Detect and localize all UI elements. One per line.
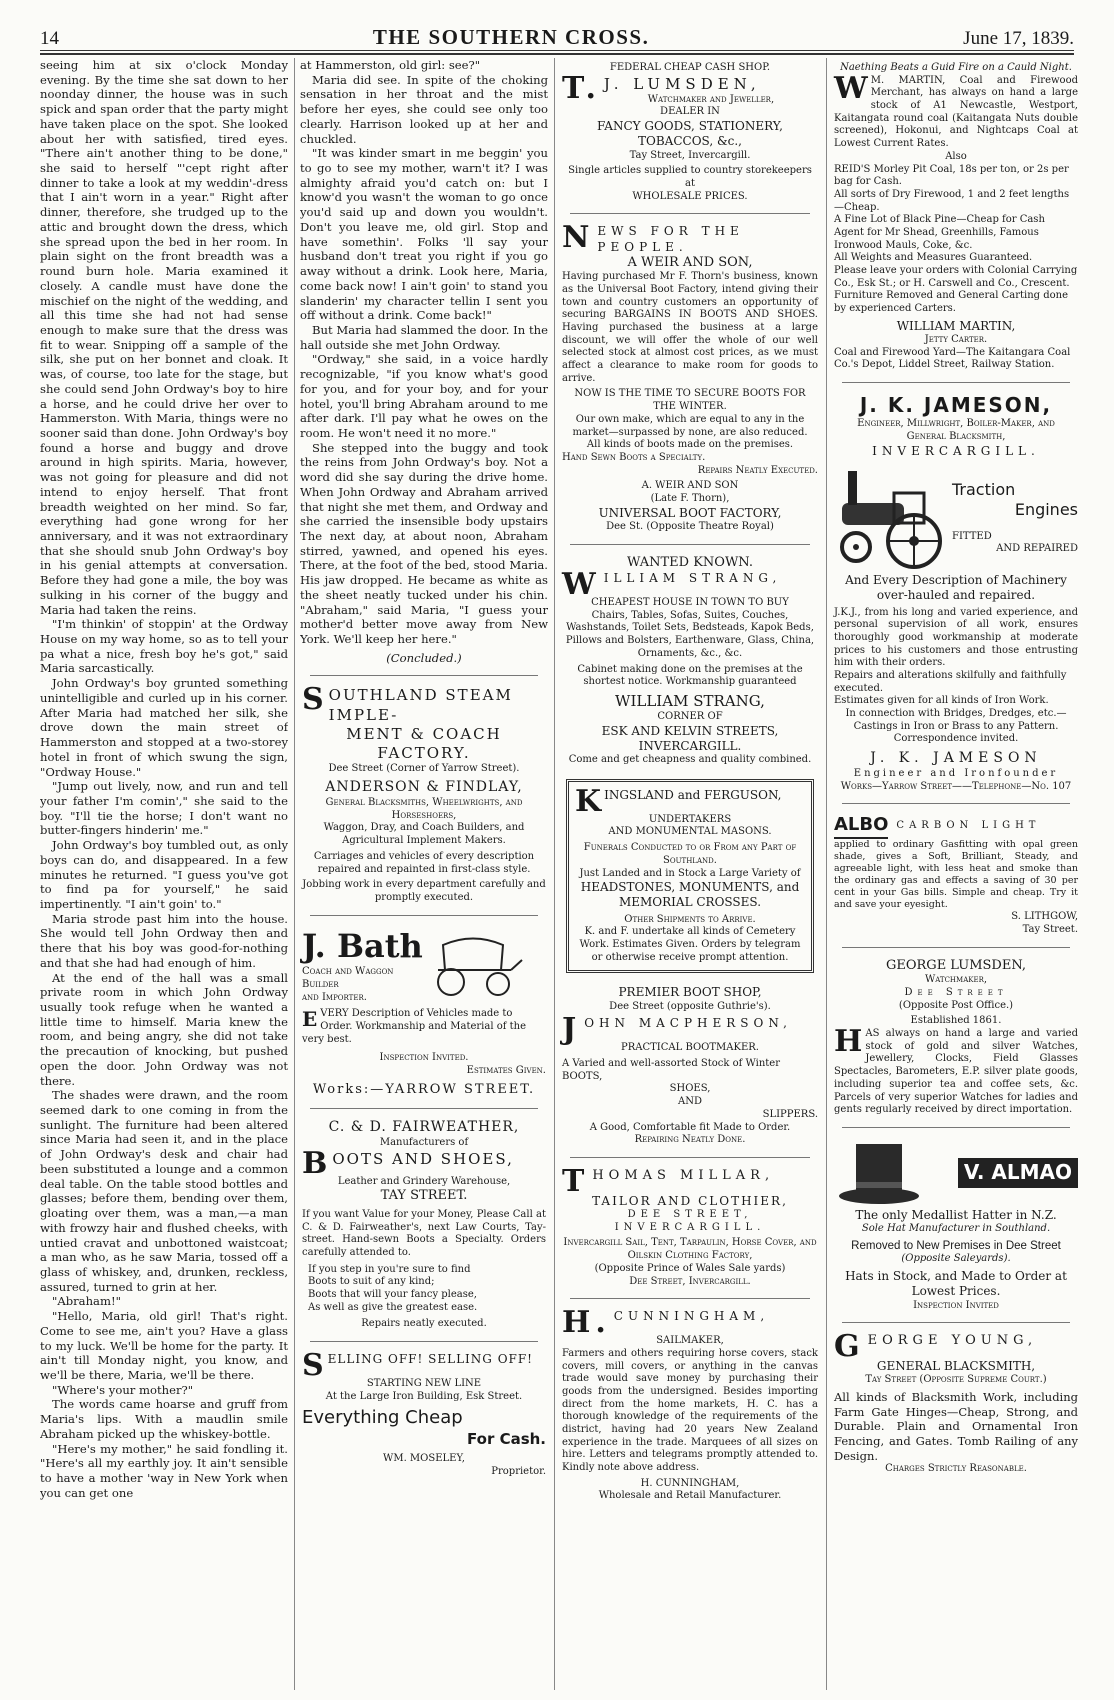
ad-text: SAILMAKER, <box>656 1335 724 1347</box>
ad-text: DEALER IN <box>660 106 720 118</box>
ad-text: SHOES, <box>669 1083 711 1095</box>
masthead-rule <box>40 50 1074 51</box>
ad-name: CUNNINGHAM, <box>613 1309 770 1324</box>
ad-heading: WANTED KNOWN. <box>627 554 753 570</box>
story-paragraph: "Where's your mother?" <box>52 1382 194 1397</box>
drop-cap-h: H <box>834 1024 863 1060</box>
ad-text: PRACTICAL BOOTMAKER. <box>621 1042 759 1054</box>
divider <box>842 382 1070 383</box>
ad-text: Leather and Grindery Warehouse, <box>337 1175 511 1187</box>
ad-text: Other Shipments to Arrive. <box>624 913 756 925</box>
divider <box>310 675 538 676</box>
ad-text: Cabinet making done on the premises at the shortest notice. Workmanship guaranteed <box>577 663 803 688</box>
ad-heading: OOTS AND SHOES, <box>332 1149 514 1168</box>
ad-heading: Engines <box>1014 500 1078 520</box>
ad-text: Please leave your orders with Colonial Carrying Co., Esk St.; or H. Carswell and Co., Crescent. <box>834 265 1078 289</box>
ad-name: J. K. JAMESON, <box>859 393 1053 418</box>
ad-name: WILLIAM STRANG, <box>615 691 765 710</box>
ad-text: HEADSTONES, MONUMENTS, and MEMORIAL CROSSES. <box>580 880 800 910</box>
ad-text: GENERAL BLACKSMITH, <box>876 1359 1036 1374</box>
ad-text: Repairs and alterations skilfully and faithfully executed. <box>834 669 1067 694</box>
masthead-rule-thick <box>40 53 1074 55</box>
ad-lumsden <box>560 58 820 207</box>
ad-text: Tay Street. <box>1022 924 1078 936</box>
ad-martin <box>832 58 1080 376</box>
ad-text: and Importer. <box>302 991 367 1003</box>
ad-text: All Weights and Measures Guaranteed. <box>834 252 1033 264</box>
ad-george-young <box>832 1329 1080 1480</box>
ad-text: Our own make, which are equal to any in the market—surpassed by none, are also reduced. <box>572 413 808 438</box>
story-paragraph: "Ordway," she said, in a voice hardly recognizable, "if you know what's good for you, and for your boy, and for your hotel, you'll bring Abraham around to me after dark. I'll pay what he owes on the room. He won't need it no more." <box>300 352 548 440</box>
ad-text: Sole Hat Manufacturer in Southland. <box>861 1223 1051 1235</box>
ad-text: Coach and Waggon <box>302 966 394 978</box>
ad-text: Works:—YARROW STREET. <box>312 1081 536 1097</box>
ad-text: STARTING NEW LINE <box>366 1378 482 1390</box>
ad-text: Jetty Carter. <box>924 333 988 345</box>
ad-name: HOMAS MILLAR, <box>592 1167 775 1183</box>
ad-text: Estimates given for all kinds of Iron Work. <box>834 695 1049 707</box>
ad-text: FITTED <box>952 530 992 542</box>
ad-text: applied to ordinary Gasfitting with opal green shade, gives a Soft, Brilliant, Steady, and agreeable light, with less heat and smoke than the ordinary gas and effects a saving of 30 per cent in your Gas bills. Simple and cheap. Try it and save your eyesight. <box>834 839 1078 911</box>
ad-text: Repairs neatly executed. <box>361 1318 487 1330</box>
ad-text: Builder <box>302 978 339 990</box>
ad-name: V. ALMAO <box>958 1158 1078 1187</box>
ad-heading: For Cash. <box>467 1430 546 1449</box>
ad-name: J. LUMSDEN, <box>603 74 761 93</box>
ad-text: A Good, Comfortable fit Made to Order. <box>589 1121 791 1133</box>
ad-text: (Late F. Thorn), <box>650 492 730 504</box>
ad-name: ILLIAM STRANG, <box>603 571 782 586</box>
ad-weir <box>560 220 820 537</box>
ad-heading: MENT & COACH FACTORY. <box>346 724 502 762</box>
divider <box>570 213 810 214</box>
ad-text: (Opposite Post Office.) <box>898 999 1014 1011</box>
issue-date: June 17, 1839. <box>963 28 1074 49</box>
ad-text: INVERCARGILL. <box>614 1221 766 1233</box>
ad-macpherson <box>560 981 820 1150</box>
ad-text: At the Large Iron Building, Esk Street. <box>325 1390 523 1402</box>
drop-cap-k: K <box>575 783 602 819</box>
ad-text: Proprietor. <box>491 1466 546 1478</box>
ad-text: Works—Yarrow Street——Telephone—No. 107 <box>840 780 1072 792</box>
ad-text: REID'S Morley Pit Coal, 18s per ton, or 2s per bag for Cash. <box>834 163 1069 188</box>
drop-cap-s: S <box>302 682 326 718</box>
ad-text: Watchmaker and Jeweller, <box>647 93 775 105</box>
ad-name: J. K. JAMESON <box>870 750 1042 767</box>
story-paragraph: "It was kinder smart in me beggin' you to go to see my mother, warn't it? I was almighty afraid you'd catch on: but I know'd you wasn't the woman to go once you'd said up and down you wouldn't. Don't you leave me, old girl. Stop and have somethin'. Folks 'll say your husband don't treat you right if you go away without a drink. Look here, Maria, come back now! I ain't goin' to stand you slanderin' my character tellin I sent you off without a drink. Come back!" <box>300 146 548 323</box>
ad-text: CORNER OF <box>657 710 723 722</box>
ad-text: INVERCARGILL. <box>872 443 1040 458</box>
ad-name: ALBO <box>834 814 888 839</box>
ad-text: Chairs, Tables, Sofas, Suites, Couches, Washstands, Toilet Sets, Bedsteads, Kapok Beds, Pillows and Bolsters, Earthenware, Glass, China, Ornaments, &c., &c. <box>565 609 815 659</box>
ad-text: S. LITHGOW, <box>1011 911 1078 923</box>
ad-text: TAILOR AND CLOTHIER, <box>592 1193 788 1208</box>
story-paragraph: John Ordway's boy tumbled out, as only boys can do, and disappeared. In a few minutes he returned. "I guess you've got to find pa for yourself," he said impertinently. "I ain't goin' to." <box>40 838 288 911</box>
drop-cap-w: W <box>834 70 868 106</box>
ad-text: VERY Description of Vehicles made to Order. Workmanship and Material of the very best. <box>302 1008 526 1045</box>
ad-text: Waggon, Dray, and Coach Builders, and Agricultural Implement Makers. <box>323 822 525 847</box>
ad-text: Inspection Invited. <box>379 1052 469 1064</box>
ad-text: Hats in Stock, and Made to Order at Lowest Prices. <box>845 1269 1067 1299</box>
drop-cap-j: J <box>562 1012 582 1048</box>
ad-text: Established 1861. <box>910 1015 1002 1027</box>
ad-trades: General Blacksmiths, Wheelwrights, and Horseshoers, <box>325 797 523 821</box>
ad-text: Inspection Invited <box>913 1299 999 1311</box>
ad-bath <box>300 922 548 1103</box>
ad-text: Engineer, Millwright, Boiler-Maker, and <box>857 418 1055 430</box>
drop-cap-t: T <box>562 1163 590 1199</box>
masthead <box>40 20 1074 50</box>
ad-text: AND <box>678 1096 702 1108</box>
engine-block <box>834 463 1078 573</box>
ad-text: WHOLESALE PRICES. <box>632 190 748 202</box>
ad-heading: FEDERAL CHEAP CASH SHOP. <box>609 62 771 73</box>
ad-moseley <box>300 1348 548 1483</box>
ad-text: Dee Street (opposite Guthrie's). <box>609 1000 771 1012</box>
drop-cap-w: W <box>562 567 601 603</box>
ad-heading: EWS FOR THE PEOPLE. <box>597 224 744 254</box>
story-paragraph: But Maria had slammed the door. In the hall outside she met John Ordway. <box>300 322 548 352</box>
ad-southland-factory <box>300 682 548 908</box>
ad-motto: Naething Beats a Guid Fire on a Cauld Night. <box>840 62 1072 73</box>
ad-text: In connection with Bridges, Dredges, etc.—Castings in Iron or Brass to any Pattern. <box>845 708 1067 732</box>
ad-text: Repairing Neatly Done. <box>634 1134 746 1146</box>
ad-text: UNDERTAKERS <box>648 813 732 825</box>
divider <box>570 544 810 545</box>
ad-text: K. and F. undertake all kinds of Cemetery Work. Estimates Given. Orders by telegram or otherwise receive prompt attention. <box>579 926 801 963</box>
story-paragraph: "Jump out lively, now, and run and tell your father I'm comin'," she said to the boy. "I'll tie the horse; I don't want no butter-fingers hinderin' me." <box>40 779 288 838</box>
ad-text: CHEAPEST HOUSE IN TOWN TO BUY <box>591 597 789 609</box>
ad-text: Also <box>945 150 967 162</box>
ad-name: J. Bath <box>302 926 423 965</box>
ad-text: General Blacksmith, <box>906 431 1006 443</box>
drop-cap-t: T. <box>562 70 601 106</box>
ad-text: (Opposite Prince of Wales Sale yards) <box>594 1262 786 1274</box>
ad-text: Manufacturers of <box>379 1137 469 1148</box>
ad-heading: Everything Cheap <box>302 1407 463 1429</box>
ad-text: SLIPPERS. <box>762 1108 818 1120</box>
ad-albo <box>832 810 1080 941</box>
divider <box>310 1108 538 1109</box>
ad-text: A Varied and well-assorted Stock of Winter BOOTS, <box>562 1058 781 1082</box>
drop-cap-n: N <box>562 220 595 256</box>
ad-heading: ELLING OFF! SELLING OFF! <box>327 1352 534 1367</box>
ad-text: Jobbing work in every department carefully and promptly executed. <box>302 879 546 903</box>
drop-cap-s: S <box>302 1348 325 1384</box>
ad-text: Dee Street, Invercargill. <box>629 1275 751 1287</box>
ad-name: C. & D. FAIRWEATHER, <box>328 1119 520 1136</box>
ad-text: Come and get cheapness and quality combined. <box>568 754 812 766</box>
ad-text: J.K.J., from his long and varied experience, and personal supervision of all work, ensures thoroughly good workmanship at moderate prices to his customers and those entrusting him with their orders. <box>834 606 1078 669</box>
ad-name: INGSLAND and FERGUSON, <box>604 787 782 802</box>
ad-text: H. CUNNINGHAM, <box>640 1477 740 1489</box>
ad-name: EORGE YOUNG, <box>867 1333 1038 1349</box>
divider <box>842 803 1070 804</box>
ad-heading: Traction <box>952 480 1016 500</box>
divider <box>570 1157 810 1158</box>
ad-text: All kinds of boots made on the premises. <box>586 439 794 451</box>
top-hat-illustration <box>834 1138 924 1208</box>
divider <box>310 1341 538 1342</box>
drop-cap-e: E <box>302 1007 318 1032</box>
ad-text: CARBON LIGHT <box>896 820 1041 832</box>
story-paragraph: John Ordway's boy grunted something unintelligible and curled up in his corner. After Maria had matched her silk, she drove down the main street of Hammerston and stopped at a two-storey hotel in front of which swung the sign, "Ordway House." <box>40 676 288 779</box>
ad-text: AS always on hand a large and varied stock of gold and silver Watches, Jewellery, Clocks, Field Glasses Spectacles, Barometers, E.P. silver plate goods, including superior tea and coffee sets, &c. Parcels of very superior Watches for ladies and gents regularly received by direct importation. <box>834 1028 1078 1116</box>
ad-text: (Opposite Saleyards). <box>901 1253 1011 1265</box>
drop-cap-b: B <box>302 1145 330 1181</box>
story-paragraph: At the end of the hall was a small private room in which John Ordway usually took refuge when he wanted a little time to himself. Maria knew the room, and being angry, she did not take the precaution of knocking, but pushed open the door. John Ordway was not there. <box>40 970 288 1088</box>
ad-text: Having purchased Mr F. Thorn's business, known as the Universal Boot Factory, intend giving their town and country customers an opportunity of securing BARGAINS IN BOOTS AND SHOES. Having purchased the business at a large discount, we will offer the whole of our well selected stock at almost cost prices, as we must affect a clearance to make room for goods to arrive. <box>562 271 818 384</box>
ad-text: Invercargill Sail, Tent, Tarpaulin, Horse Cover, and Oilskin Clothing Factory, <box>563 1237 817 1262</box>
divider <box>842 947 1070 948</box>
ad-text: Estimates Given. <box>466 1065 546 1077</box>
ad-text: Dee Street <box>904 987 1008 999</box>
ad-text: Charges Strictly Reasonable. <box>885 1463 1027 1475</box>
ad-text: A Fine Lot of Black Pine—Cheap for Cash Agent for Mr Shead, Greenhills, Famous Ironwood Mauls, Coke, &c. <box>834 214 1045 251</box>
ad-jameson <box>832 389 1080 797</box>
ad-text: WM. MOSELEY, <box>383 1453 465 1465</box>
column-divider <box>826 58 827 1690</box>
story-paragraph: at Hammerston, old girl: see?" <box>300 58 481 72</box>
story-paragraph: The words came hoarse and gruff from Maria's lips. With a maudlin smile Abraham picked up the whiskey-bottle. <box>40 1397 288 1441</box>
ad-george-lumsden <box>832 954 1080 1121</box>
story-column-1 <box>40 58 288 1690</box>
ad-text: And Every Description of Machinery over-hauled and repaired. <box>845 573 1067 603</box>
ad-address: Dee Street (Corner of Yarrow Street). <box>328 762 520 774</box>
newspaper-title: THE SOUTHERN CROSS. <box>372 25 650 49</box>
ad-text: Furniture Removed and General Carting done by experienced Carters. <box>834 290 1069 315</box>
ad-name: GEORGE LUMSDEN, <box>885 957 1026 973</box>
divider <box>570 1298 810 1299</box>
ad-text: A. WEIR AND SON <box>641 480 739 492</box>
divider <box>842 1322 1070 1323</box>
column-divider <box>294 58 295 1690</box>
story-paragraph: "Here's my mother," he said fondling it. "Here's all my earthly joy. It ain't sensible to have a mother 'way in New York when you can get one <box>40 1441 288 1500</box>
ad-text: AND MONUMENTAL MASONS. <box>608 826 772 838</box>
ad-heading: OUTHLAND STEAM IMPLE- <box>328 686 513 724</box>
ad-name: OHN MACPHERSON, <box>584 1016 792 1031</box>
ad-text: Correspondence invited. <box>893 733 1019 745</box>
ad-almao <box>832 1134 1080 1316</box>
ad-text: Wholesale and Retail Manufacturer. <box>598 1490 782 1502</box>
ad-kingsland <box>566 779 814 974</box>
ad-strang <box>560 551 820 771</box>
ad-text: Repairs Neatly Executed. <box>697 464 818 476</box>
ad-millar <box>560 1164 820 1292</box>
column-2 <box>300 58 548 1690</box>
story-paragraph: Maria did see. In spite of the choking sensation in her throat and the mist before her eyes, she could see only too clearly. Harrison looked up at her and chuckled. <box>300 72 548 146</box>
ad-text: All sorts of Dry Firewood, 1 and 2 feet lengths—Cheap. <box>834 188 1070 213</box>
divider <box>310 915 538 916</box>
ad-text: Carriages and vehicles of every description repaired and repainted in first-class style. <box>313 850 535 875</box>
ad-text: Funerals Conducted to or From any Part of Southland. <box>583 842 797 866</box>
ad-text: FANCY GOODS, STATIONERY, TOBACCOS, &c., <box>597 119 783 149</box>
divider <box>842 1127 1070 1128</box>
ad-firm: ANDERSON & FINDLAY, <box>325 779 523 796</box>
ad-cunningham <box>560 1305 820 1507</box>
story-paragraph: Maria strode past him into the house. She would tell John Ordway then and there that his boy was good-for-nothing and that she had had enough of him. <box>40 911 288 970</box>
story-paragraph: She stepped into the buggy and took the reins from John Ordway's boy. Not a word did she say during the drive home. When John Ordway and Abraham arrived that night she met them, and Ordway and she carried the insensible body upstairs The next day, at about noon, Abraham stirred, yawned, and opened his eyes. There, at the foot of the bed, stood Maria. His jaw dropped. He became as white as the sheet neatly tucked under his chin. "Abraham," said Maria, "I guess your mother'd better move away from New York. We'll keep her here." <box>300 440 548 647</box>
ad-text: Dee St. (Opposite Theatre Royal) <box>606 520 774 532</box>
ad-text: TAY STREET. <box>380 1188 468 1204</box>
ad-text: Watchmaker, <box>924 974 988 986</box>
ad-text: Tay Street, Invercargill. <box>629 149 751 161</box>
story-paragraph: "Abraham!" <box>52 1294 121 1309</box>
drop-cap-g: G <box>834 1329 865 1365</box>
ad-text: If you want Value for your Money, Please Call at C. & D. Fairweather's, next Law Courts, Tay-street. Hand-sewn Boots a Specialty. Orders carefully attended to. <box>302 1208 546 1258</box>
page-number: 14 <box>40 28 59 49</box>
ad-name: WILLIAM MARTIN, <box>896 318 1016 333</box>
traction-engine-illustration <box>834 463 944 573</box>
ad-text: Engineer and Ironfounder <box>853 767 1059 779</box>
story-paragraph: "Hello, Maria, old girl! That's right. Come to see me, ain't you? Have a glass to my luck. We'll be home for the party. It ain't till Monday night, you know, and we'll be there, Maria, we'll be there. <box>40 1309 288 1382</box>
drop-cap-h: H. <box>562 1305 611 1341</box>
ad-text: Tay Street (Opposite Supreme Court.) <box>865 1374 1047 1386</box>
column-3 <box>560 58 820 1690</box>
ad-text: DEE STREET, <box>627 1209 753 1221</box>
ad-text: AND REPAIRED <box>996 543 1078 555</box>
ad-name: A WEIR AND SON, <box>627 254 753 270</box>
ad-fairweather <box>300 1115 548 1335</box>
story-paragraph: "I'm thinkin' of stoppin' at the Ordway House on my way home, so as to tell your pa what a nice, fresh boy he's got," said Maria sarcastically. <box>40 617 288 676</box>
ad-text: Single articles supplied to country storekeepers at <box>568 165 812 189</box>
concluded-note: (Concluded.) <box>386 650 462 665</box>
ad-text: Coal and Firewood Yard—The Kaitangara Coal Co.'s Depot, Liddel Street, Railway Station. <box>834 346 1071 371</box>
ad-text: The only Medallist Hatter in N.Z. <box>855 1207 1057 1222</box>
ad-text: Farmers and others requiring horse covers, stack covers, mill covers, or anything in the canvas trade would save money by purchasing their goods from the undersigned. Besides importing direct from the home markets, H. C. has a thorough knowledge of the requirements of the district, having had 20 years New Zealand experience in the trade. Marquees of all sizes on hire. Letters and telegrams promptly attended to. Kindly note above address. <box>562 1347 818 1474</box>
ad-text: UNIVERSAL BOOT FACTORY, <box>598 505 782 520</box>
ad-text: Removed to New Premises in Dee Street <box>851 1239 1061 1252</box>
ad-text: Just Landed and in Stock a Large Variety of <box>579 867 801 879</box>
story-paragraph: The shades were drawn, and the room seemed dark to one coming in from the sunlight. The furniture had been altered since Maria had seen it, and in the place of John Ordway's desk and chair had been substituted a lounge and a common deal table. On the table stood bottles and glasses; before them, bending over them, gloating over them, was a man,—a man with frowzy hair and flushed cheeks, with untied cravat and unbottoned waistcoat; a man who, as he saw Maria, tossed off a glass of whiskey, and, drunken, reckless, assured, turned to grin at her. <box>40 1088 288 1294</box>
ad-text: NOW IS THE TIME TO SECURE BOOTS FOR THE WINTER. <box>574 388 806 413</box>
column-divider <box>554 58 555 1690</box>
ad-text: ESK AND KELVIN STREETS, INVERCARGILL. <box>601 723 779 753</box>
ad-text: M. MARTIN, Coal and Firewood Merchant, has always on hand a large stock of A1 Newcastle, Westport, Kaitangata round coal (Kaitangata Nuts double screened), Hokonui, and Nightcaps Coal at Lowest Current Rates. <box>834 74 1078 150</box>
ad-text: All kinds of Blacksmith Work, including Farm Gate Hinges—Cheap, Strong, and Durable. Plain and Ornamental Iron Fencing, and Gates. Tomb Railing of any Design. <box>834 1390 1078 1463</box>
ad-verse: If you step in you're sure to find Boots to suit of any kind; Boots that will your fancy please, As well as give the greatest ease. <box>308 1263 478 1313</box>
column-4 <box>832 58 1080 1690</box>
ad-text: Hand Sewn Boots a Specialty. <box>562 451 706 463</box>
carriage-illustration <box>423 930 523 1000</box>
ad-heading: PREMIER BOOT SHOP, <box>618 985 762 1000</box>
story-paragraph: seeing him at six o'clock Monday evening. By the time she sat down to her noonday dinner, the house was in such spick and span order that the party might have taken place on the spot. She looked about her with satisfied, tired eyes. "There ain't another thing to be done," she said to herself "'cept right after dinner to take a look at my weddin'-dress that I ain't worn in a year." Right after dinner, therefore, she trudged up to the attic and brought down the dress, which she spread upon the bed in her room. In plain sight on the front breadth was a round burn hole. Maria examined it closely. A candle must have done the mischief on the night of the wedding, and all this time she had not had sense enough to make sure that the dress was fit to wear. Snipping off a sample of the silk, she put on her bonnet and cloak. It was, of course, too late for the stage, but she could send John Ordway's boy to hire a horse, and he could drive her over to Hammerston. With Maria, things were no sooner said than done. John Ordway's boy found a horse and buggy and drove around in high spirits. Maria, however, was not going for pleasure and did not intend to enjoy herself. That front breadth weighted on her mind. So far, everything had gone wrong for her anniversary, and it was not extraordinary that she should snub John Ordway's boy in his genial attempts at conversation. Before they had gone a mile, the boy was sulking in his corner of the buggy and Maria had taken the reins. <box>40 58 288 617</box>
